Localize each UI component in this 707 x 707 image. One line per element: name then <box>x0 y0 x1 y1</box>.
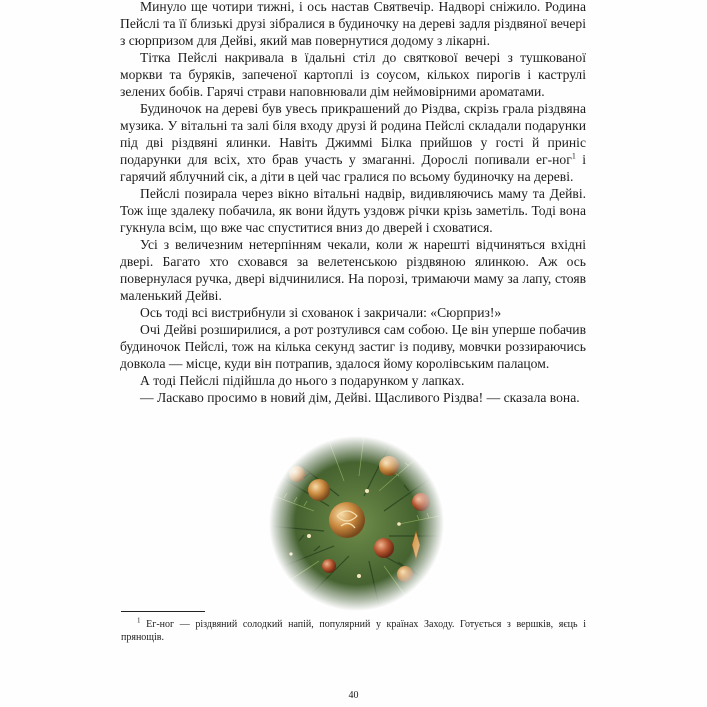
footnote-text: Ег-ног — різдвяний солодкий напій, популярний у країнах Заходу. Готується з вершків, яєць і прянощів. <box>121 619 586 643</box>
paragraph-2: Тітка Пейслі накривала в їдальні стіл до святкової вечері з тушкованої моркви та буряків, запеченої картоплі із соусом, кількох пирогів і каструлі зелених бобів. Гарячі страви наповнювали дім неймовірними ароматами. <box>120 50 586 99</box>
paragraph-3 <box>120 100 586 185</box>
paragraph-4: Пейслі позирала через вікно вітальні надвір, видивляючись маму та Дейві. Тож іще здалеку побачила, як вони йдуть уздовж річки крізь заметіль. Тоді вона гукнула всім, що вже час спуститися вниз до дверей і сховатися. <box>120 186 586 235</box>
story-text <box>120 0 586 406</box>
paragraph-5: Усі з величезним нетерпінням чекали, коли ж нарешті відчиняться вхідні двері. Багато хто сховався за велетенською різдвяною ялинкою. Аж ось повернулася ручка, двері відчинилися. На порозі, тримаючи маму за лапу, стояв маленький Дейві. <box>120 237 586 303</box>
paragraph-3-end: і гарячий яблучний сік, а діти в цей час гралися по всьому будиночку на дереві. <box>120 152 586 184</box>
footnote-divider <box>121 611 205 612</box>
footnote-mark: 1 <box>137 616 141 625</box>
paragraph-6: Ось тоді всі вистрибнули зі схованок і закричали: «Сюрприз!» <box>140 305 502 320</box>
paragraph-7: Очі Дейві розширилися, а рот розтулився сам собою. Це він уперше побачив будиночок Пейслі, тож на кілька секунд застиг із подиву, мовчки роззираючись довкола — місце, куди він потрапив, здалося йому королівським палацом. <box>120 322 586 371</box>
paragraph-9: — Ласкаво просимо в новий дім, Дейві. Щасливого Різдва! — сказала вона. <box>140 390 580 405</box>
page-number: 40 <box>348 690 359 701</box>
footnote-reference[interactable]: 1 <box>571 151 576 161</box>
footnote <box>121 618 586 644</box>
paragraph-3-start: Будиночок на дереві був увесь прикрашений до Різдва, скрізь грала різдвяна музика. У вітальні та залі біля входу друзі й родина Пейслі складали подарунки під дві різдвяні ялинки. Навіть Джиммі Білка прийшов у гості й приніс подарунки для всіх, хто брав участь у змаганні. Дорослі попивали ег-ног <box>120 101 586 167</box>
paragraph-8: А тоді Пейслі підійшла до нього з подарунком у лапках. <box>140 373 465 388</box>
paragraph-1: Минуло ще чотири тижні, і ось настав Святвечір. Надворі сніжило. Родина Пейслі та її близькі друзі зібралися в будиночку на дереві задля різдвяної вечері з сюрпризом для Дейві, який мав повернутися додому з лікарні. <box>120 0 586 48</box>
christmas-tree-ornaments-icon <box>269 436 444 611</box>
